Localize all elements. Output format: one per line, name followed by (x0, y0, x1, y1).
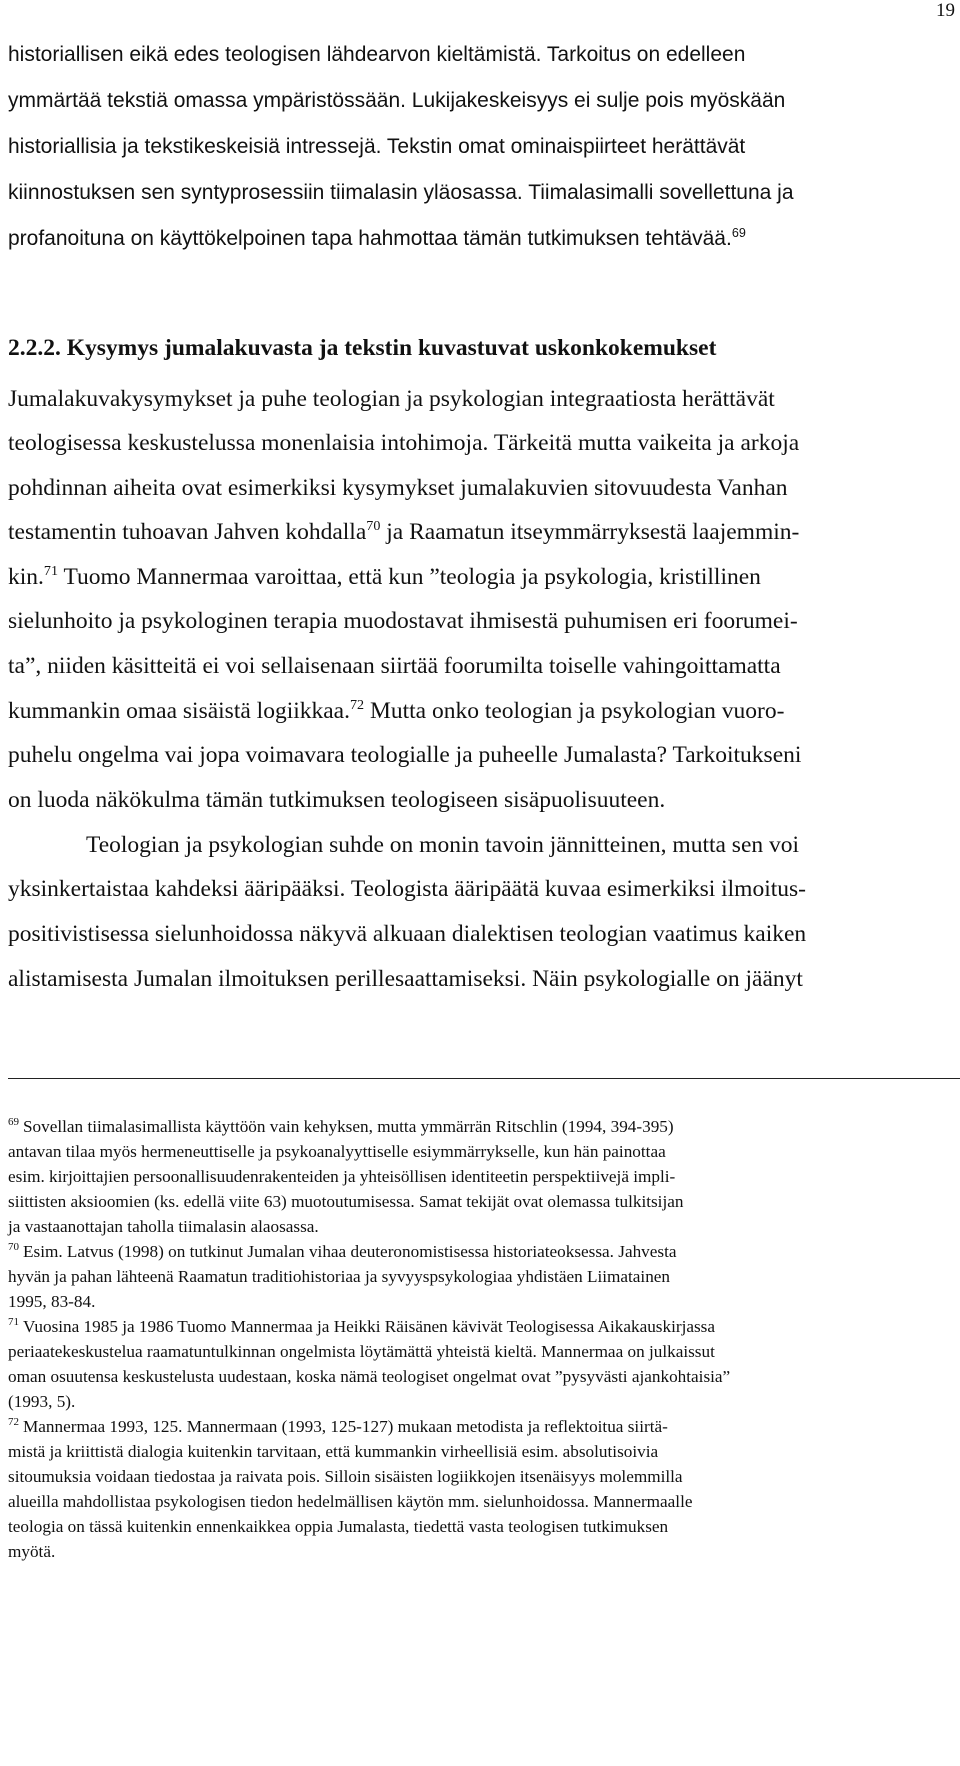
footnote-line: siittisten aksioomien (ks. edellä viite 63) muotoutumisessa. Samat tekijät ovat olemassa tulkitsijan (8, 1192, 684, 1211)
footnote-line: hyvän ja pahan lähteenä Raamatun traditiohistoriaa ja syvyyspsykologiaa yhdistäen Liimatainen (8, 1267, 671, 1286)
footnote-line: esim. kirjoittajien persoonallisuudenrakenteiden ja yhteisöllisen identiteetin perspektiivejä impli- (8, 1167, 676, 1186)
footnote-69 (8, 1116, 674, 1138)
footnote-line: 1995, 83-84. (8, 1292, 96, 1311)
body-line: sielunhoito ja psykologinen terapia muodostavat ihmisestä puhumisen eri foorumei- (8, 608, 798, 634)
body-line: teologisessa keskustelussa monenlaisia intohimoja. Tärkeitä mutta vaikeita ja arkoja (8, 430, 800, 456)
footnote-line: (1993, 5). (8, 1392, 76, 1411)
body-line-text: kin. (8, 564, 44, 590)
body-line: Teologian ja psykologian suhde on monin tavoin jännitteinen, mutta sen voi (86, 832, 800, 858)
footnote-line: mistä ja kriittistä dialogia kuitenkin tarvitaan, että kummankin virheellisiä esim. absolutisoivia (8, 1442, 659, 1461)
body-line-text: Mutta onko teologian ja psykologian vuoro- (364, 698, 785, 724)
footnote-line: sitoumuksia voidaan tiedostaa ja raivata pois. Silloin sisäisten logiikkojen itsenäisyys molemmilla (8, 1467, 683, 1486)
footnote-number: 71 (8, 1316, 19, 1329)
footnote-71 (8, 1316, 715, 1338)
footnote-ref-72[interactable]: 72 (350, 697, 365, 714)
intro-line (8, 224, 746, 254)
intro-line: ymmärtää tekstiä omassa ympäristössään. Lukijakeskeisyys ei sulje pois myöskään (8, 89, 786, 112)
footnote-text: Mannermaa 1993, 125. Mannermaan (1993, 125-127) mukaan metodista ja reflektoitua siirtä- (23, 1417, 668, 1436)
body-line (8, 562, 761, 592)
body-line: ta”, niiden käsitteitä ei voi sellaisenaan siirtää foorumilta toiselle vahingoittamatta (8, 653, 781, 679)
body-line: alistamisesta Jumalan ilmoituksen perillesaattamiseksi. Näin psykologialle on jäänyt (8, 966, 803, 992)
page-number: 19 (936, 0, 955, 21)
footnote-separator (8, 1078, 960, 1079)
body-line-text: ja Raamatun itseymmärryksestä laajemmin- (380, 519, 800, 545)
footnote-line: teologia on tässä kuitenkin ennenkaikkea oppia Jumalasta, tiedettä vasta teologisen tutkimuksen (8, 1517, 669, 1536)
body-line-text: Tuomo Mannermaa varoittaa, että kun ”teologia ja psykologia, kristillinen (58, 564, 761, 590)
footnote-number: 69 (8, 1116, 19, 1129)
body-line-text: testamentin tuhoavan Jahven kohdalla (8, 519, 367, 545)
body-line (8, 517, 799, 547)
footnote-line: oman osuutensa keskustelusta uudestaan, koska nämä teologiset ongelmat ovat ”pysyvästi ajankohtaisia” (8, 1367, 731, 1386)
intro-line-text: profanoituna on käyttökelpoinen tapa hahmottaa tämän tutkimuksen tehtävää. (8, 227, 732, 250)
body-line: Jumalakuvakysymykset ja puhe teologian ja psykologian integraatiosta herättävät (8, 386, 775, 412)
footnote-line: ja vastaanottajan taholla tiimalasin alaosassa. (8, 1217, 319, 1236)
body-line: on luoda näkökulma tämän tutkimuksen teologiseen sisäpuolisuuteen. (8, 787, 666, 813)
footnote-line: alueilla mahdollistaa psykologisen tiedon hedelmällisen käytön mm. sielunhoidossa. Mannermaalle (8, 1492, 693, 1511)
body-line (8, 696, 784, 726)
footnote-ref-70[interactable]: 70 (366, 518, 381, 535)
body-line: pohdinnan aiheita ovat esimerkiksi kysymykset jumalakuvien sitovuudesta Vanhan (8, 475, 788, 501)
footnote-line: myötä. (8, 1542, 56, 1561)
footnote-70 (8, 1241, 677, 1263)
body-line-text: kummankin omaa sisäistä logiikkaa. (8, 698, 350, 724)
footnote-number: 72 (8, 1416, 19, 1429)
body-line: puhelu ongelma vai jopa voimavara teologialle ja puheelle Jumalasta? Tarkoitukseni (8, 742, 802, 768)
section-heading: 2.2.2. Kysymys jumalakuvasta ja tekstin kuvastuvat uskonkokemukset (8, 335, 717, 361)
intro-line: historiallisen eikä edes teologisen lähdearvon kieltämistä. Tarkoitus on edelleen (8, 43, 746, 66)
intro-line: historiallisia ja tekstikeskeisiä intressejä. Tekstin omat ominaispiirteet herättävät (8, 135, 746, 158)
body-line: positivistisessa sielunhoidossa näkyvä alkuaan dialektisen teologian vaatimus kaiken (8, 921, 807, 947)
footnote-number: 70 (8, 1241, 19, 1254)
footnote-text: Sovellan tiimalasimallista käyttöön vain kehyksen, mutta ymmärrän Ritschlin (1994, 394-395) (23, 1117, 674, 1136)
footnote-line: antavan tilaa myös hermeneuttiselle ja psykoanalyyttiselle esiymmärrykselle, kun hän painottaa (8, 1142, 666, 1161)
footnote-text: Vuosina 1985 ja 1986 Tuomo Mannermaa ja Heikki Räisänen kävivät Teologisessa Aikakauskirjassa (23, 1317, 715, 1336)
footnote-ref-71[interactable]: 71 (43, 563, 58, 580)
intro-line: kiinnostuksen sen syntyprosessiin tiimalasin yläosassa. Tiimalasimalli sovellettuna ja (8, 181, 794, 204)
footnote-line: periaatekeskustelua raamatuntulkinnan ongelmista löytämättä yhteistä kieltä. Mannermaa on julkaissut (8, 1342, 715, 1361)
footnote-72 (8, 1416, 668, 1438)
footnote-text: Esim. Latvus (1998) on tutkinut Jumalan vihaa deuteronomistisessa historiateoksessa. Jahvesta (23, 1242, 677, 1261)
body-line: yksinkertaistaa kahdeksi ääripääksi. Teologista ääripäätä kuvaa esimerkiksi ilmoitus- (8, 876, 806, 902)
footnote-ref-69[interactable]: 69 (731, 226, 746, 240)
